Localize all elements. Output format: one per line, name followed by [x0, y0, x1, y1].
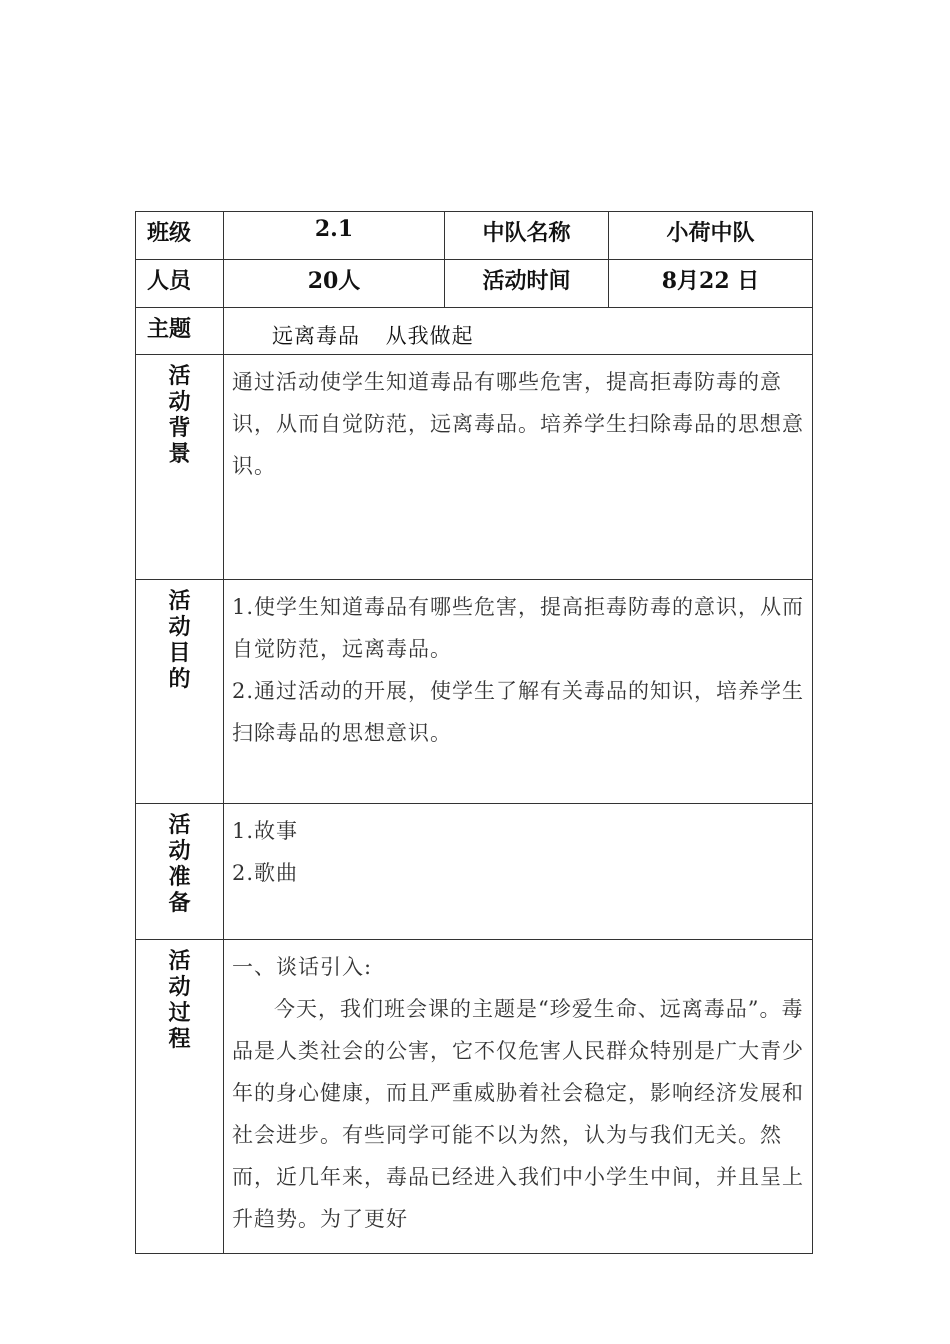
purpose-content [224, 580, 813, 804]
purpose-label: 活 动 目 的 [136, 580, 224, 804]
preparation-item: 1.故事 [232, 819, 299, 843]
preparation-label: 活 动 准 备 [136, 804, 224, 940]
activity-time-label: 活动时间 [445, 260, 609, 308]
background-text: 通过活动使学生知道毒品有哪些危害，提高拒毒防毒的意识，从而自觉防范，远离毒品。培养学生扫除毒品的思想意识。 [232, 370, 804, 478]
class-label: 班级 [136, 212, 224, 260]
class-value: 2.1 [224, 212, 445, 260]
process-row [136, 940, 813, 1254]
class-row [136, 212, 813, 260]
background-content [224, 355, 813, 580]
purpose-item: 2.通过活动的开展，使学生了解有关毒品的知识，培养学生扫除毒品的思想意识。 [232, 679, 805, 745]
theme-row [136, 308, 813, 355]
theme-text: 远离毒品 从我做起 [224, 308, 813, 355]
purpose-item: 1.使学生知道毒品有哪些危害，提高拒毒防毒的意识，从而自觉防范，远离毒品。 [232, 595, 805, 661]
activity-time-value: 8月22 日 [609, 260, 813, 308]
squad-name-label: 中队名称 [445, 212, 609, 260]
theme-label: 主题 [136, 308, 224, 355]
activity-plan-table [135, 211, 813, 1254]
process-paragraph: 今天，我们班会课的主题是“珍爱生命、远离毒品”。毒品是人类社会的公害，它不仅危害人民群众特别是广大青少年的身心健康，而且严重威胁着社会稳定，影响经济发展和社会进步。有些同学可能不以为然，认为与我们无关。然而，近几年来，毒品已经进入我们中小学生中间，并且呈上升趋势。为了更好 [232, 997, 804, 1231]
background-label: 活 动 背 景 [136, 355, 224, 580]
process-content [224, 940, 813, 1254]
process-heading: 一、谈话引入: [232, 955, 373, 979]
background-row [136, 355, 813, 580]
preparation-item: 2.歌曲 [232, 861, 299, 885]
preparation-row [136, 804, 813, 940]
purpose-row [136, 580, 813, 804]
members-row [136, 260, 813, 308]
members-label: 人员 [136, 260, 224, 308]
preparation-content [224, 804, 813, 940]
squad-name-value: 小荷中队 [609, 212, 813, 260]
members-value: 20人 [224, 260, 445, 308]
process-label: 活 动 过 程 [136, 940, 224, 1254]
